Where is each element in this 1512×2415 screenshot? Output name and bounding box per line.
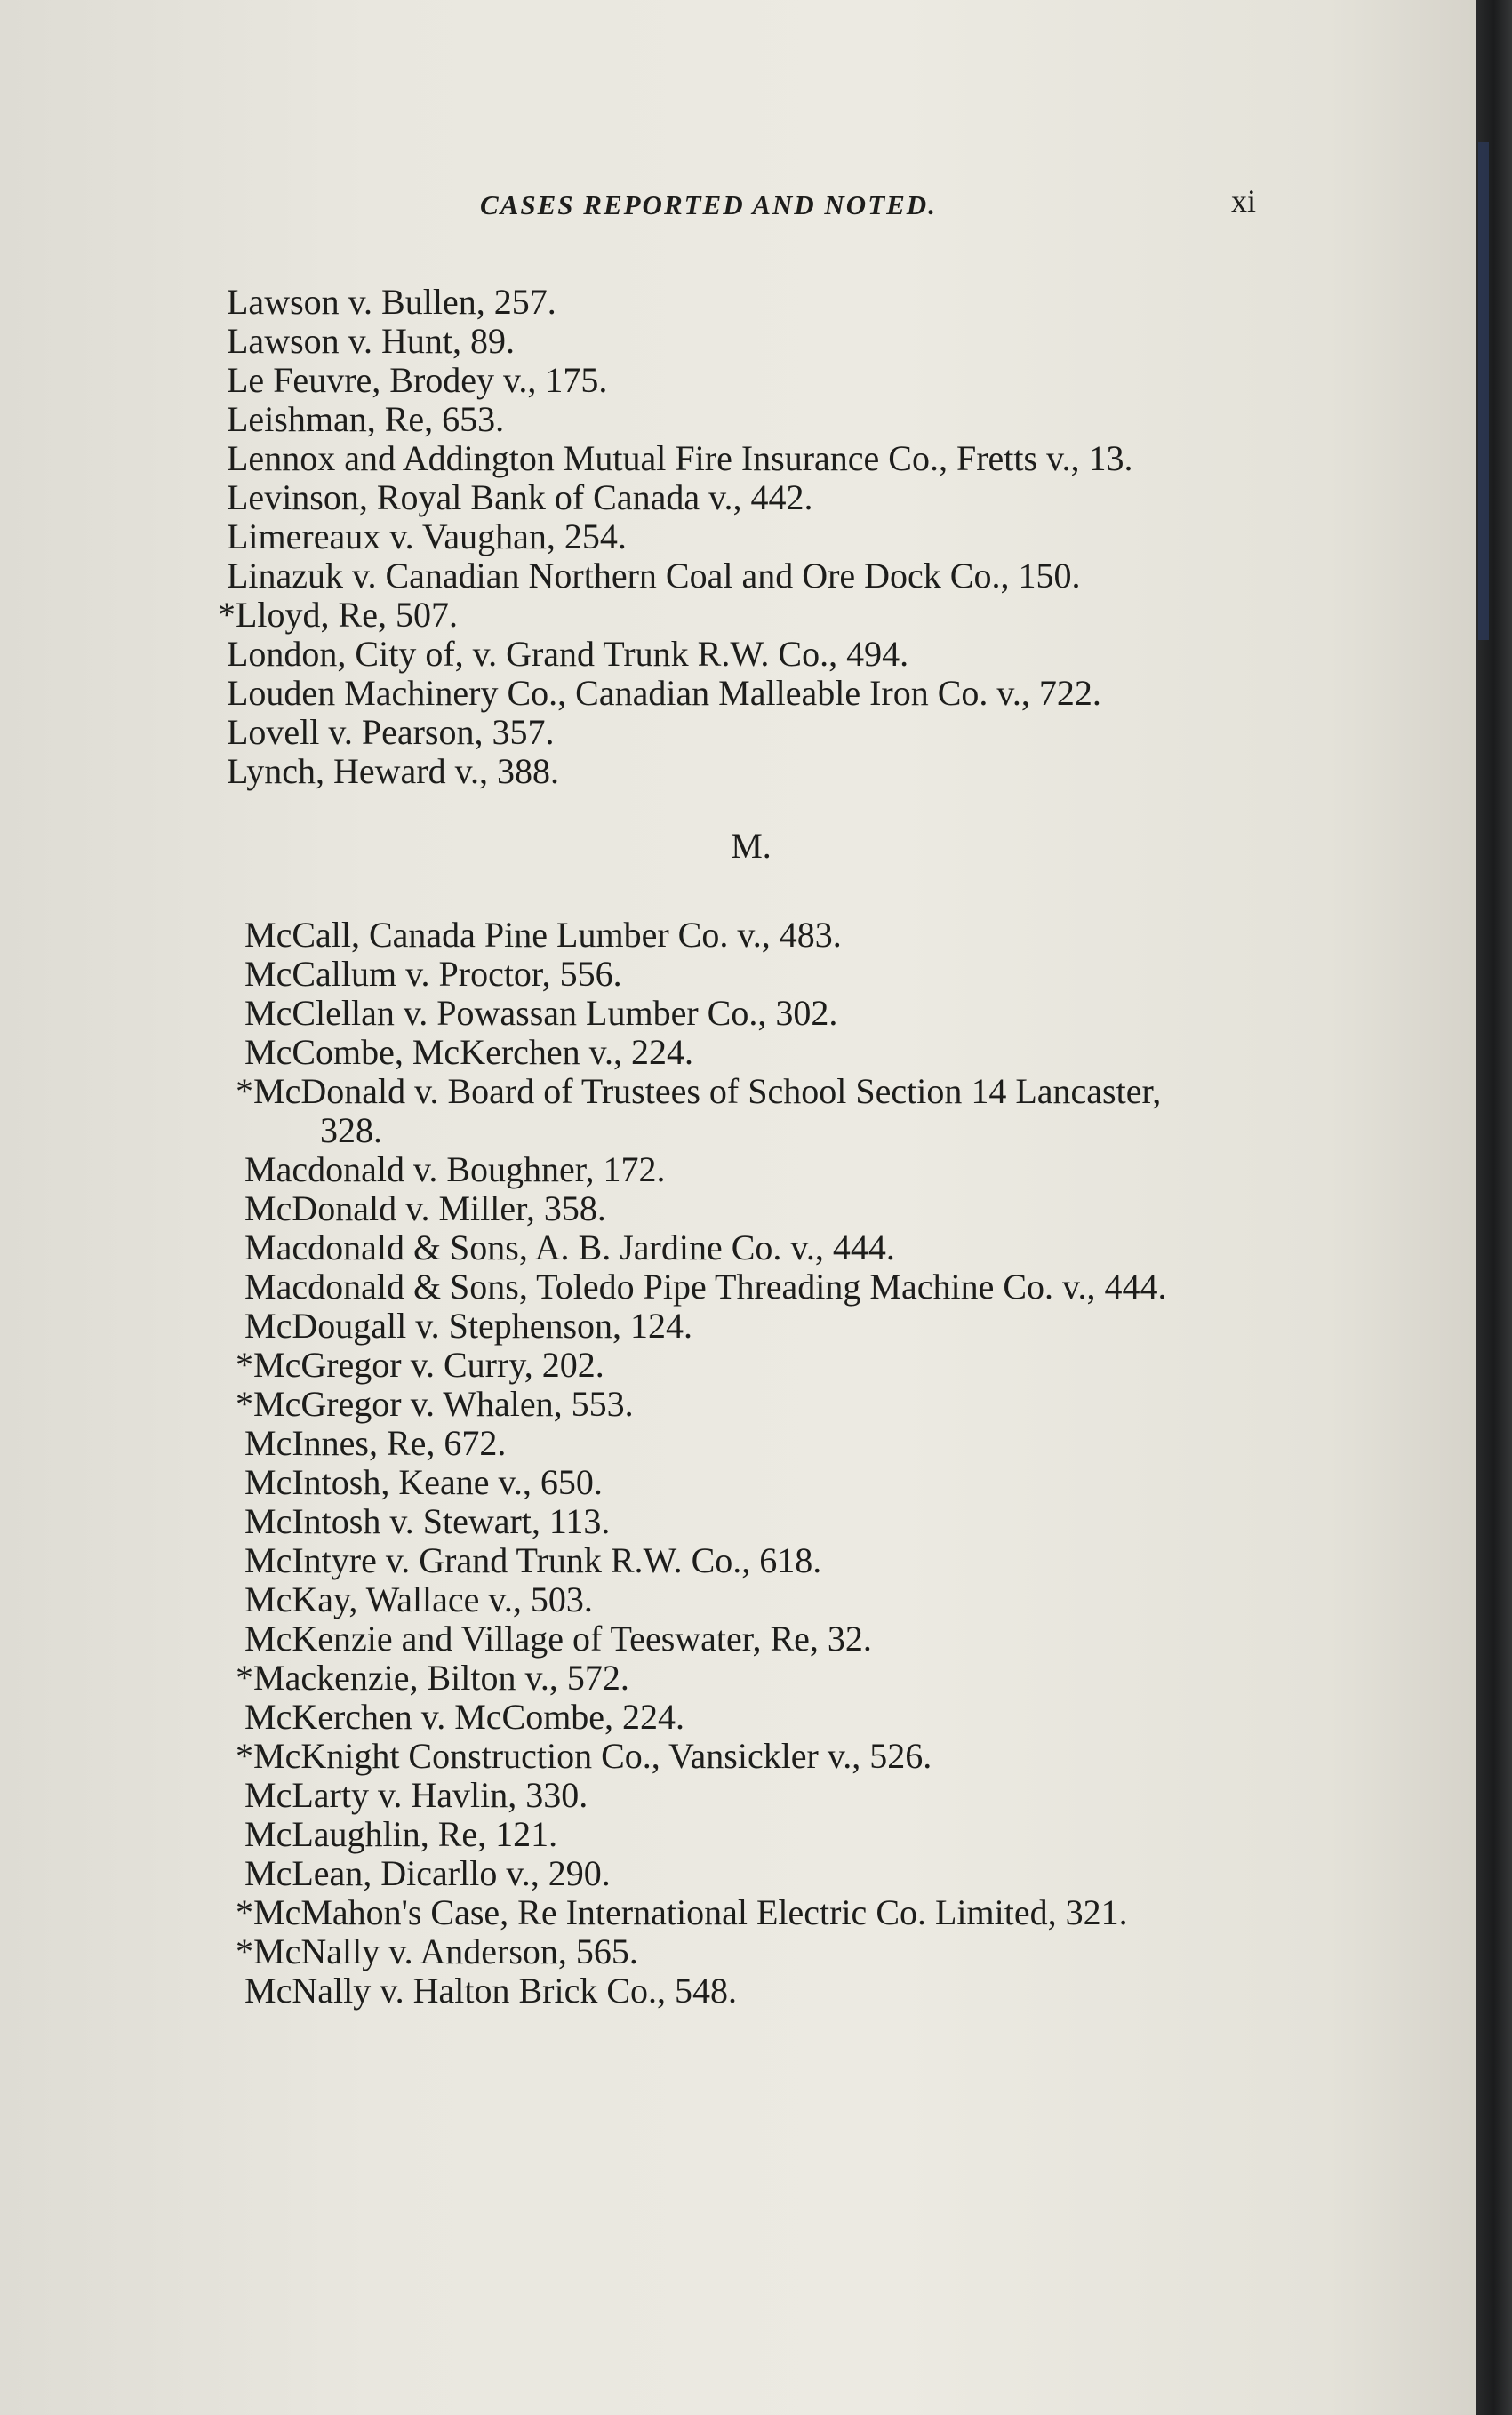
case-entry: McLean, Dicarllo v., 290.: [244, 1853, 611, 1893]
case-entry: *McGregor v. Whalen, 553.: [236, 1384, 634, 1424]
case-entry: Le Feuvre, Brodey v., 175.: [227, 360, 608, 400]
section-heading-m: M.: [731, 826, 772, 866]
binding-ribbon: [1478, 142, 1489, 640]
entries-l-list: [218, 282, 1329, 791]
entries-m-list: [236, 915, 1329, 2011]
case-entry: Lennox and Addington Mutual Fire Insurance Co., Fretts v., 13.: [227, 438, 1133, 478]
case-entry: McKerchen v. McCombe, 224.: [244, 1697, 685, 1737]
case-entry: Levinson, Royal Bank of Canada v., 442.: [227, 477, 813, 517]
case-entry: McKay, Wallace v., 503.: [244, 1579, 593, 1619]
case-index: [218, 282, 1329, 2011]
case-entry: McDougall v. Stephenson, 124.: [244, 1306, 693, 1346]
case-entry: McLaughlin, Re, 121.: [244, 1814, 558, 1854]
case-entry: *McDonald v. Board of Trustees of School Section 14 Lancaster,: [236, 1071, 1162, 1111]
case-entry: McClellan v. Powassan Lumber Co., 302.: [244, 993, 838, 1033]
case-entry: Linazuk v. Canadian Northern Coal and Ore Dock Co., 150.: [227, 556, 1081, 596]
case-entry: McInnes, Re, 672.: [244, 1423, 507, 1463]
case-entry: McIntosh, Keane v., 650.: [244, 1462, 603, 1502]
case-entry: McDonald v. Miller, 358.: [244, 1188, 606, 1228]
case-entry: McIntosh v. Stewart, 113.: [244, 1501, 611, 1541]
case-entry: Louden Machinery Co., Canadian Malleable Iron Co. v., 722.: [227, 673, 1101, 713]
case-entry: Lawson v. Bullen, 257.: [227, 282, 556, 322]
case-entry: Macdonald & Sons, A. B. Jardine Co. v., 444.: [244, 1227, 895, 1267]
case-entry: McLarty v. Havlin, 330.: [244, 1775, 588, 1815]
case-entry: *Mackenzie, Bilton v., 572.: [236, 1658, 629, 1698]
case-entry: Limereaux v. Vaughan, 254.: [227, 516, 627, 556]
case-entry: *McNally v. Anderson, 565.: [236, 1931, 638, 1971]
case-entry: *Lloyd, Re, 507.: [218, 595, 458, 635]
case-entry: McNally v. Halton Brick Co., 548.: [244, 1971, 738, 2011]
case-entry: Leishman, Re, 653.: [227, 399, 505, 439]
case-entry: Lynch, Heward v., 388.: [227, 751, 559, 791]
running-head: CASES REPORTED AND NOTED.: [480, 189, 937, 220]
case-entry: London, City of, v. Grand Trunk R.W. Co., 494.: [227, 634, 909, 674]
page-header: [0, 182, 1476, 227]
case-entry: *McMahon's Case, Re International Electric Co. Limited, 321.: [236, 1892, 1128, 1932]
case-entry: *McGregor v. Curry, 202.: [236, 1345, 604, 1385]
case-entry: Macdonald & Sons, Toledo Pipe Threading Machine Co. v., 444.: [244, 1267, 1167, 1307]
case-entry: Lawson v. Hunt, 89.: [227, 321, 516, 361]
case-entry-continuation: 328.: [320, 1110, 382, 1150]
case-entry: McIntyre v. Grand Trunk R.W. Co., 618.: [244, 1540, 822, 1580]
case-entry: *McKnight Construction Co., Vansickler v., 526.: [236, 1736, 932, 1776]
page-number: xi: [1231, 183, 1257, 219]
case-entry: Lovell v. Pearson, 357.: [227, 712, 555, 752]
case-entry: McCall, Canada Pine Lumber Co. v., 483.: [244, 915, 842, 955]
case-entry: Macdonald v. Boughner, 172.: [244, 1149, 666, 1189]
case-entry: McCallum v. Proctor, 556.: [244, 954, 622, 994]
case-entry: McCombe, McKerchen v., 224.: [244, 1032, 694, 1072]
case-entry: McKenzie and Village of Teeswater, Re, 32.: [244, 1619, 872, 1659]
